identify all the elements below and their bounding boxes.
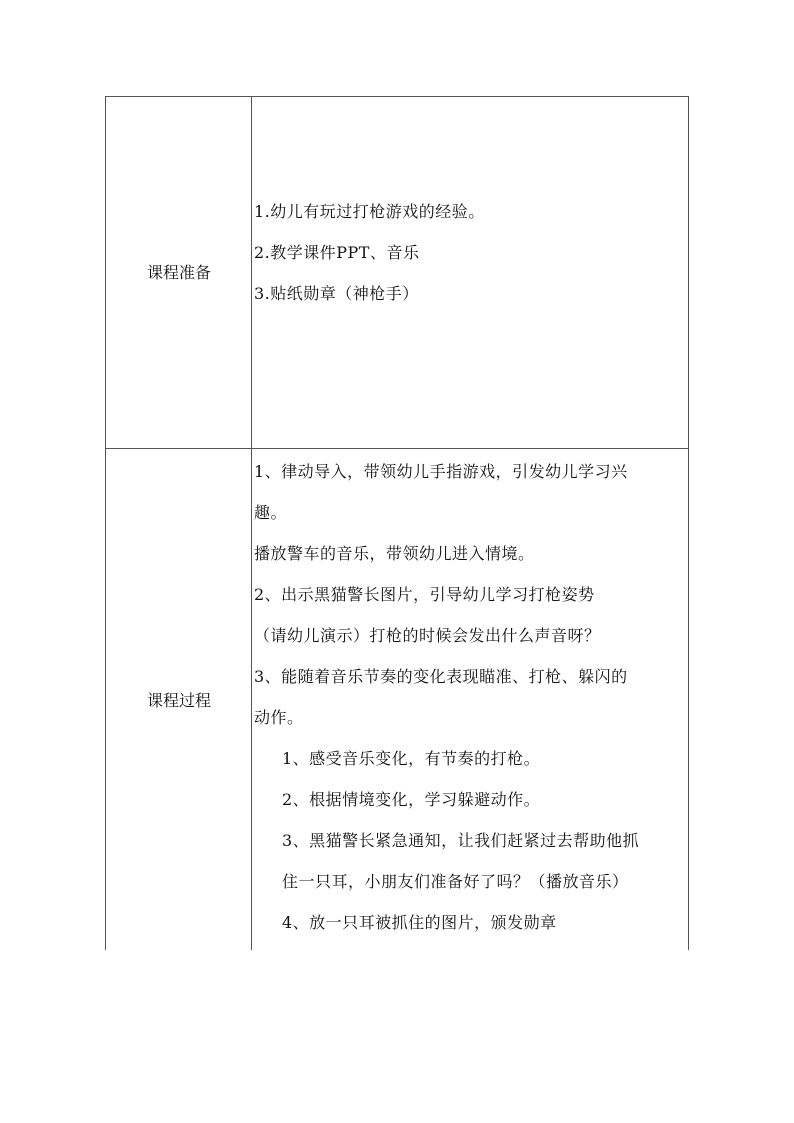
list-item: 1、律动导入，带领幼儿手指游戏，引发幼儿学习兴	[254, 462, 628, 481]
list-item: 2、根据情境变化，学习躲避动作。	[282, 790, 541, 809]
list-item: 1.幼儿有玩过打枪游戏的经验。	[254, 202, 485, 221]
list-item: 趣。	[254, 503, 288, 522]
list-item: 2.教学课件PPT、音乐	[254, 243, 420, 262]
list-item: 2、出示黑猫警长图片，引导幼儿学习打枪姿势	[254, 585, 595, 604]
process-content	[254, 451, 684, 943]
table-top-border	[105, 96, 689, 97]
list-item: 3.贴纸勋章（神枪手）	[254, 284, 419, 303]
list-item: 动作。	[254, 708, 304, 727]
list-item: 4、放一只耳被抓住的图片，颁发勋章	[282, 913, 557, 932]
list-item: 1、感受音乐变化，有节奏的打枪。	[282, 749, 541, 768]
row-label-process: 课程过程	[146, 691, 211, 710]
table-left-border	[105, 96, 106, 950]
list-item: （请幼儿演示）打枪的时候会发出什么声音呀？	[254, 626, 601, 645]
list-item: 3、能随着音乐节奏的变化表现瞄准、打枪、躲闪的	[254, 667, 628, 686]
row-divider	[105, 448, 689, 449]
row-label-preparation: 课程准备	[146, 263, 211, 282]
column-divider	[251, 96, 252, 950]
list-item: 3、黑猫警长紧急通知，让我们赶紧过去帮助他抓	[282, 831, 640, 850]
list-item: 住一只耳，小朋友们准备好了吗？（播放音乐）	[282, 872, 629, 891]
list-item: 播放警车的音乐，带领幼儿进入情境。	[254, 544, 535, 563]
preparation-content	[254, 191, 684, 314]
table-right-border	[688, 96, 689, 950]
